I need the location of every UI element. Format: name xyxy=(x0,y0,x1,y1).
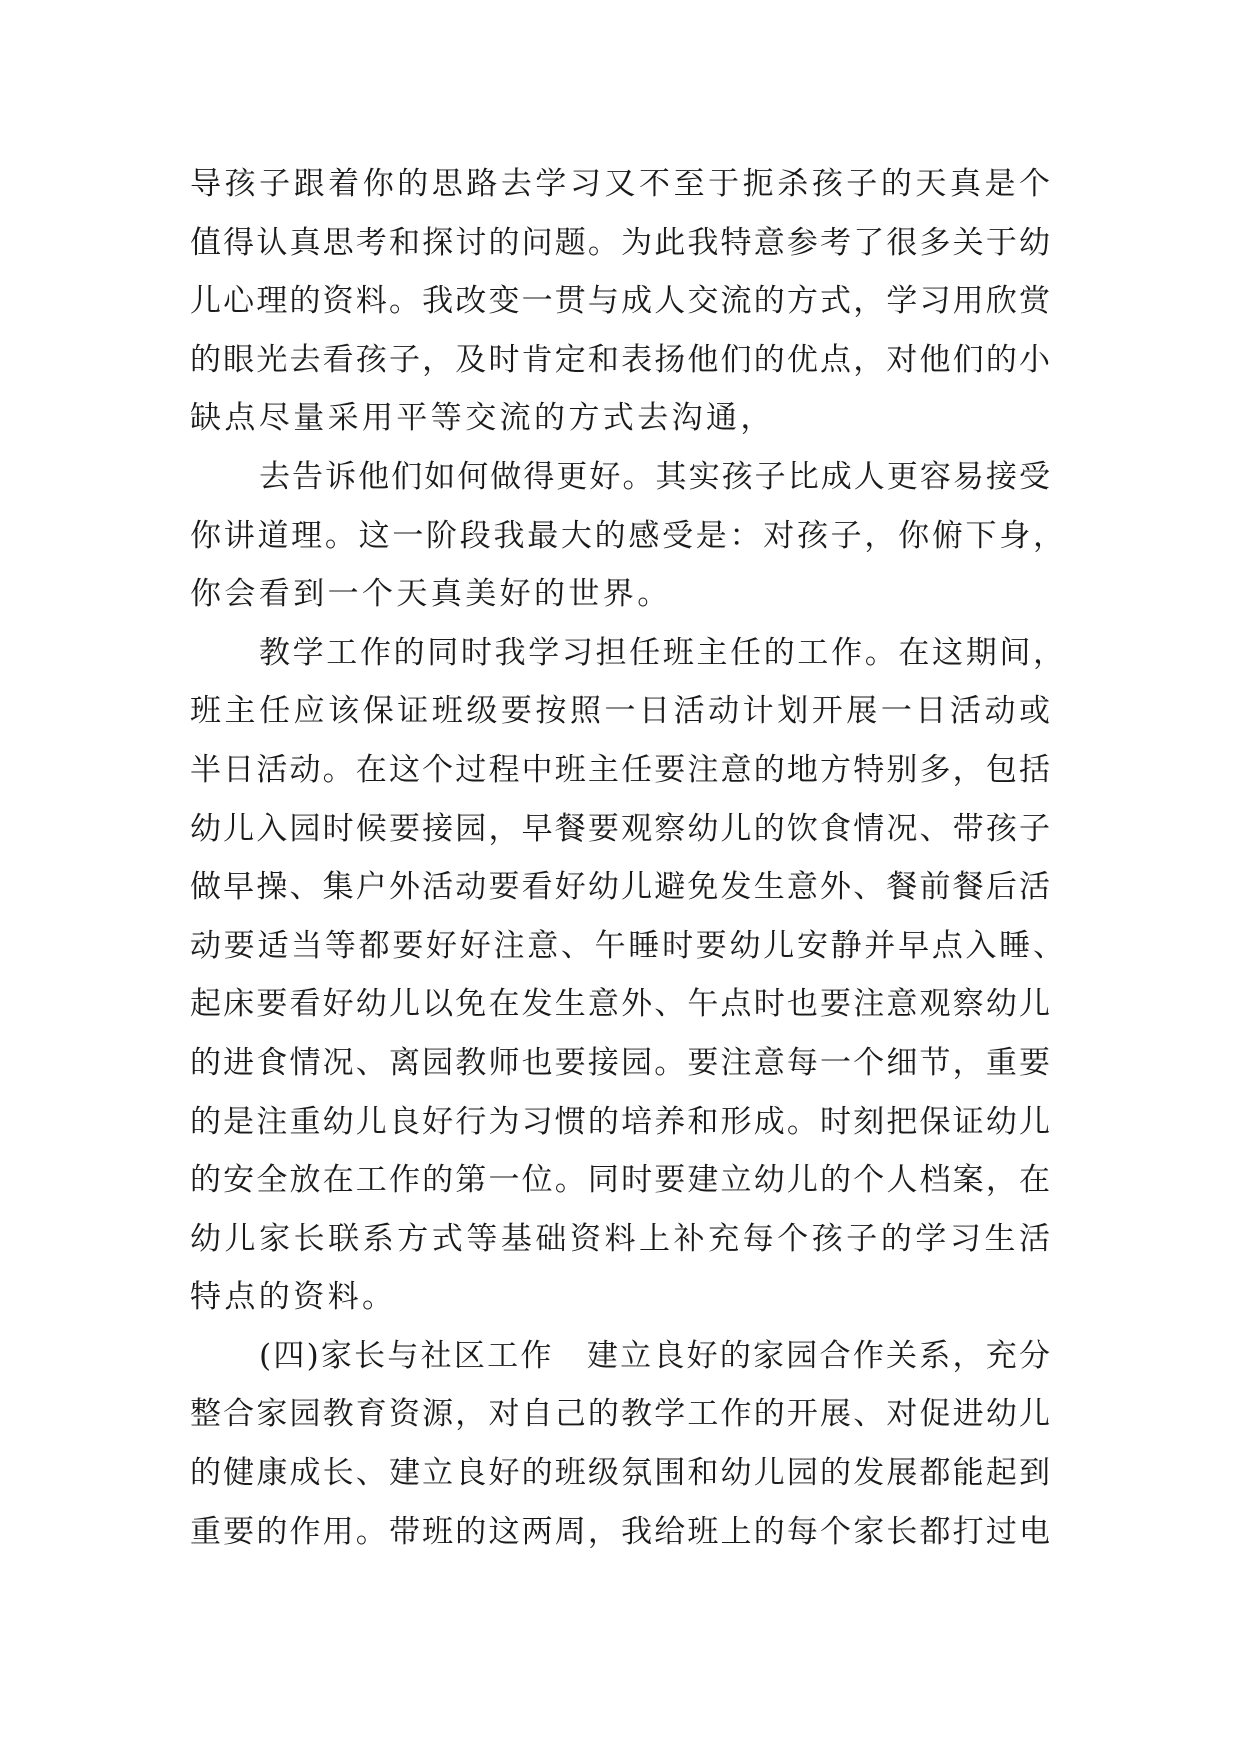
text-line: 去告诉他们如何做得更好。其实孩子比成人更容易接受 xyxy=(259,458,1050,495)
text-line: 的健康成长、建立良好的班级氛围和幼儿园的发展都能起到 xyxy=(190,1455,1050,1492)
text-line: 的安全放在工作的第一位。同时要建立幼儿的个人档案，在 xyxy=(190,1162,1050,1199)
text-line: 起床要看好幼儿以免在发生意外、午点时也要注意观察幼儿 xyxy=(190,986,1050,1023)
text-line: 的进食情况、离园教师也要接园。要注意每一个细节，重要 xyxy=(190,1044,1050,1081)
paragraph xyxy=(190,624,1064,1327)
text-line: 你会看到一个天真美好的世界。 xyxy=(190,576,672,613)
text-line: 幼儿入园时候要接园，早餐要观察幼儿的饮食情况、带孩子 xyxy=(190,810,1050,847)
text-line: 重要的作用。带班的这两周，我给班上的每个家长都打过电 xyxy=(190,1513,1050,1550)
text-line: 特点的资料。 xyxy=(190,1279,397,1316)
text-line: 导孩子跟着你的思路去学习又不至于扼杀孩子的天真是个 xyxy=(190,166,1050,202)
text-line: 儿心理的资料。我改变一贯与成人交流的方式，学习用欣赏 xyxy=(190,283,1050,320)
text-line: 半日活动。在这个过程中班主任要注意的地方特别多，包括 xyxy=(190,751,1050,788)
text-line: 的是注重幼儿良好行为习惯的培养和形成。时刻把保证幼儿 xyxy=(190,1103,1050,1140)
section-heading-line: (四)家长与社区工作 建立良好的家园合作关系，充分 xyxy=(259,1337,1050,1374)
text-line: 教学工作的同时我学习担任班主任的工作。在这期间， xyxy=(259,634,1064,671)
text-line: 值得认真思考和探讨的问题。为此我特意参考了很多关于幼 xyxy=(190,224,1050,261)
text-line: 缺点尽量采用平等交流的方式去沟通， xyxy=(190,400,775,437)
text-line: 做早操、集户外活动要看好幼儿避免发生意外、餐前餐后活 xyxy=(190,869,1050,906)
paragraph xyxy=(190,155,1050,448)
paragraph xyxy=(190,1327,1050,1561)
text-line: 班主任应该保证班级要按照一日活动计划开展一日活动或 xyxy=(190,693,1050,730)
text-line: 幼儿家长联系方式等基础资料上补充每个孩子的学习生活 xyxy=(190,1220,1050,1257)
text-line: 动要适当等都要好好注意、午睡时要幼儿安静并早点入睡、 xyxy=(190,927,1064,964)
body-text xyxy=(190,155,1064,1561)
text-line: 你讲道理。这一阶段我最大的感受是：对孩子，你俯下身， xyxy=(190,517,1064,554)
paragraph xyxy=(190,448,1064,624)
text-line: 整合家园教育资源，对自己的教学工作的开展、对促进幼儿 xyxy=(190,1396,1050,1433)
text-line: 的眼光去看孩子，及时肯定和表扬他们的优点，对他们的小 xyxy=(190,341,1050,378)
